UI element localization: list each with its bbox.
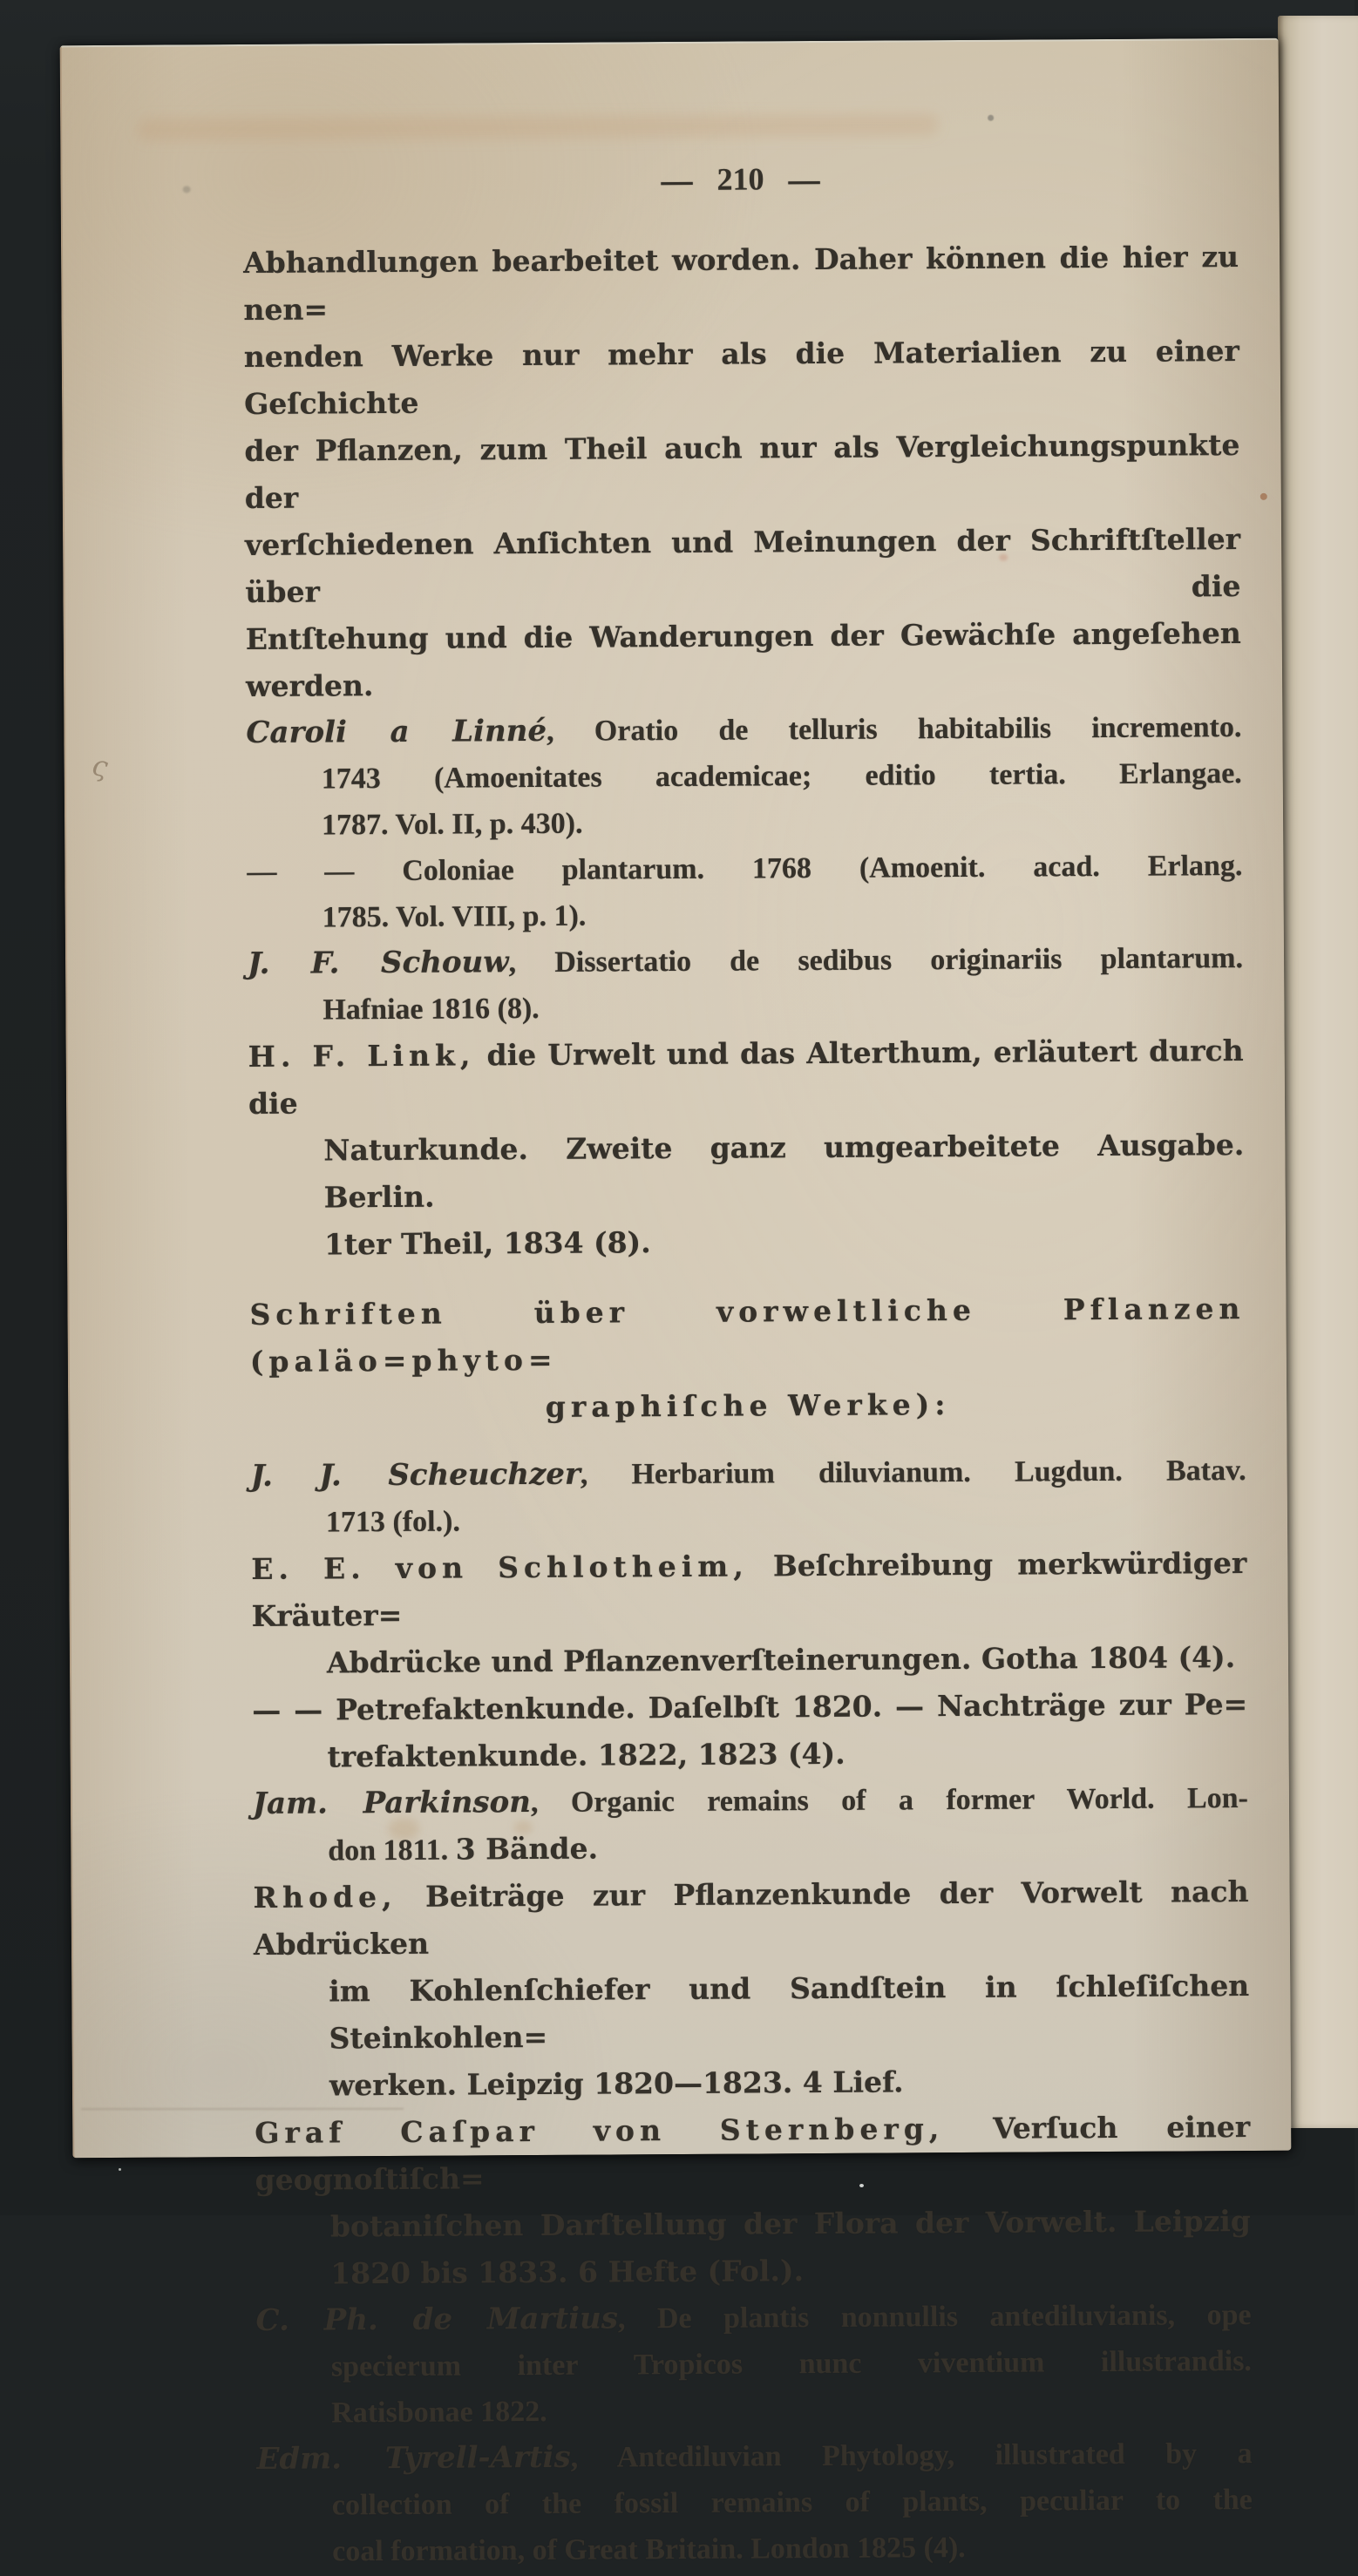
- text-segment: Caroli a Linné: [246, 713, 547, 751]
- text-segment: , De plantis nonnullis antediluvianis, ope: [617, 2298, 1252, 2335]
- text-segment: , Organic remains of a former World. Lon-: [530, 1782, 1249, 1820]
- text-line: [247, 797, 1242, 849]
- text-segment: Ratisbonae 1822.: [331, 2395, 547, 2430]
- page-number-header: [242, 156, 1238, 202]
- text-line: [255, 2245, 1251, 2298]
- header-dash-right: —: [788, 156, 820, 201]
- text-line: [243, 234, 1239, 334]
- bibliography-text: [243, 234, 1253, 2575]
- text-segment: , Oratio de telluris habitabilis incremento.: [546, 711, 1242, 748]
- text-segment: J. F. Schouw: [247, 945, 509, 981]
- text-segment: graphiſche Werke):: [545, 1387, 951, 1424]
- book-page: [60, 38, 1292, 2568]
- text-segment: 3 Bände.: [455, 1831, 599, 1867]
- text-segment: Verſuch einer geognoſtiſch=: [255, 2109, 1251, 2197]
- text-segment: trefaktenkunde. 1822, 1823 (4).: [327, 1736, 845, 1774]
- text-line: [244, 422, 1240, 522]
- text-segment: E. E. von Schlotheim,: [251, 1549, 749, 1586]
- text-line: [253, 1868, 1249, 1969]
- text-segment: 1820 bis 1833. 6 Hefte (Fol.).: [330, 2254, 805, 2291]
- paper-speck: [1260, 493, 1267, 500]
- text-segment: C. Ph. de Martius: [255, 2301, 619, 2338]
- section-heading-line: [250, 1380, 1246, 1433]
- page-text-block: [242, 156, 1253, 2575]
- text-segment: Schriften über vorweltliche Pflanzen (paläo=phyto=: [249, 1291, 1246, 1379]
- text-segment: coal formation, of Great Britain. London 1825 (4).: [332, 2531, 966, 2568]
- text-line: [248, 889, 1243, 941]
- text-segment: verſchiedenen Anſichten und Meinungen der Schriftſteller über die: [244, 522, 1241, 610]
- text-segment: H. F. Link,: [248, 1038, 476, 1074]
- text-line: [253, 1775, 1248, 1827]
- text-segment: 1785. Vol. VIII, p. 1).: [322, 899, 587, 934]
- text-segment: botaniſchen Darſtellung der Flora der Vorwelt. Leipzig: [329, 2203, 1252, 2244]
- text-line: [255, 2057, 1250, 2110]
- text-line: [244, 328, 1240, 428]
- text-segment: — — Petrefaktenkunde. Daſelbſt 1820. — Nachträge zur Pe=: [252, 1687, 1248, 1727]
- text-line: [251, 1494, 1246, 1546]
- margin-mark: ς: [90, 749, 111, 784]
- text-segment: im Kohlenſchiefer und Sandſtein in ſchleſiſchen Steinkohlen=: [329, 1968, 1250, 2056]
- paper-speck: [988, 115, 994, 121]
- text-line: [255, 2198, 1251, 2251]
- text-segment: werken. Leipzig 1820—1823. 4 Lief.: [329, 2064, 904, 2103]
- header-dash-left: —: [661, 157, 693, 202]
- text-line: [246, 704, 1241, 756]
- text-line: [252, 1681, 1247, 1734]
- paper-stain: [137, 113, 939, 141]
- page-number: 210: [716, 161, 764, 197]
- paper-speck: [183, 186, 191, 193]
- text-line: [245, 516, 1241, 616]
- text-line: [253, 1821, 1248, 1874]
- next-page-edge: [1278, 16, 1358, 2128]
- text-segment: J. J. Scheuchzer: [250, 1456, 581, 1494]
- text-line: [246, 610, 1242, 710]
- text-line: [247, 843, 1242, 895]
- text-line: [257, 2523, 1253, 2575]
- text-line: [257, 2477, 1253, 2529]
- text-segment: Naturkunde. Zweite ganz umgearbeitete Ausgabe. Berlin.: [323, 1128, 1245, 1215]
- section-heading-line: [249, 1285, 1246, 1386]
- text-segment: don 1811.: [328, 1834, 456, 1868]
- text-segment: Hafniae 1816 (8).: [323, 992, 540, 1027]
- text-line: [249, 1216, 1245, 1269]
- text-line: [252, 1634, 1247, 1687]
- text-line: [256, 2384, 1252, 2437]
- text-segment: der Pflanzen, zum Theil auch nur als Vergleichungspunkte der: [244, 428, 1240, 516]
- text-segment: , Antediluvian Phytology, illustrated by a: [570, 2437, 1253, 2474]
- text-line: [248, 981, 1243, 1034]
- text-line: [250, 1447, 1246, 1500]
- text-segment: Abhandlungen bearbeitet worden. Daher können die hier zu nen=: [243, 240, 1239, 328]
- text-segment: , Herbarium diluvianum. Lugdun. Batav.: [580, 1454, 1246, 1491]
- text-segment: nenden Werke nur mehr als die Materialien zu einer Geſchichte: [243, 334, 1239, 422]
- text-line: [252, 1728, 1247, 1781]
- text-line: [248, 1122, 1245, 1222]
- text-segment: — — Coloniae plantarum. 1768 (Amoenit. acad. Erlang.: [247, 850, 1243, 888]
- text-segment: Edm. Tyrell-Artis: [256, 2439, 571, 2477]
- text-segment: die Urwelt und das Alterthum, erläutert durch die: [248, 1034, 1244, 1121]
- text-line: [255, 2104, 1251, 2204]
- text-line: [256, 2430, 1252, 2483]
- text-segment: Entſtehung und die Wanderungen der Gewächſe angeſehen werden.: [245, 616, 1241, 704]
- text-segment: Beſchreibung merkwürdiger Kräuter=: [251, 1546, 1247, 1633]
- text-segment: Abdrücke und Pflanzenverſteinerungen. Gotha 1804 (4).: [326, 1640, 1236, 1680]
- text-segment: Rhode,: [253, 1879, 397, 1915]
- text-line: [254, 1963, 1250, 2063]
- text-segment: Graf Caſpar von Sternberg,: [255, 2112, 945, 2150]
- dust-speck: [119, 2168, 121, 2171]
- text-line: [248, 1027, 1245, 1128]
- text-segment: 1ter Theil, 1834 (8).: [323, 1225, 651, 1262]
- text-line: [248, 935, 1243, 987]
- text-segment: specierum inter Tropicos nunc viventium illustrandis.: [330, 2344, 1252, 2383]
- text-segment: Jam. Parkinson: [252, 1785, 532, 1821]
- text-segment: 1787. Vol. II, p. 430).: [321, 807, 583, 842]
- text-segment: Beiträge zur Pflanzenkunde der Vorwelt nach Abdrücken: [253, 1874, 1249, 1962]
- text-line: [251, 1540, 1247, 1640]
- text-segment: , Dissertatio de sedibus originariis plantarum.: [508, 942, 1244, 980]
- text-line: [256, 2338, 1252, 2390]
- text-line: [247, 750, 1242, 803]
- text-segment: 1713 (fol.).: [325, 1505, 460, 1539]
- text-segment: 1743 (Amoenitates academicae; editio tertia. Erlangae.: [321, 757, 1242, 796]
- text-line: [255, 2292, 1251, 2344]
- text-segment: collection of the fossil remains of plants, peculiar to the: [331, 2483, 1253, 2522]
